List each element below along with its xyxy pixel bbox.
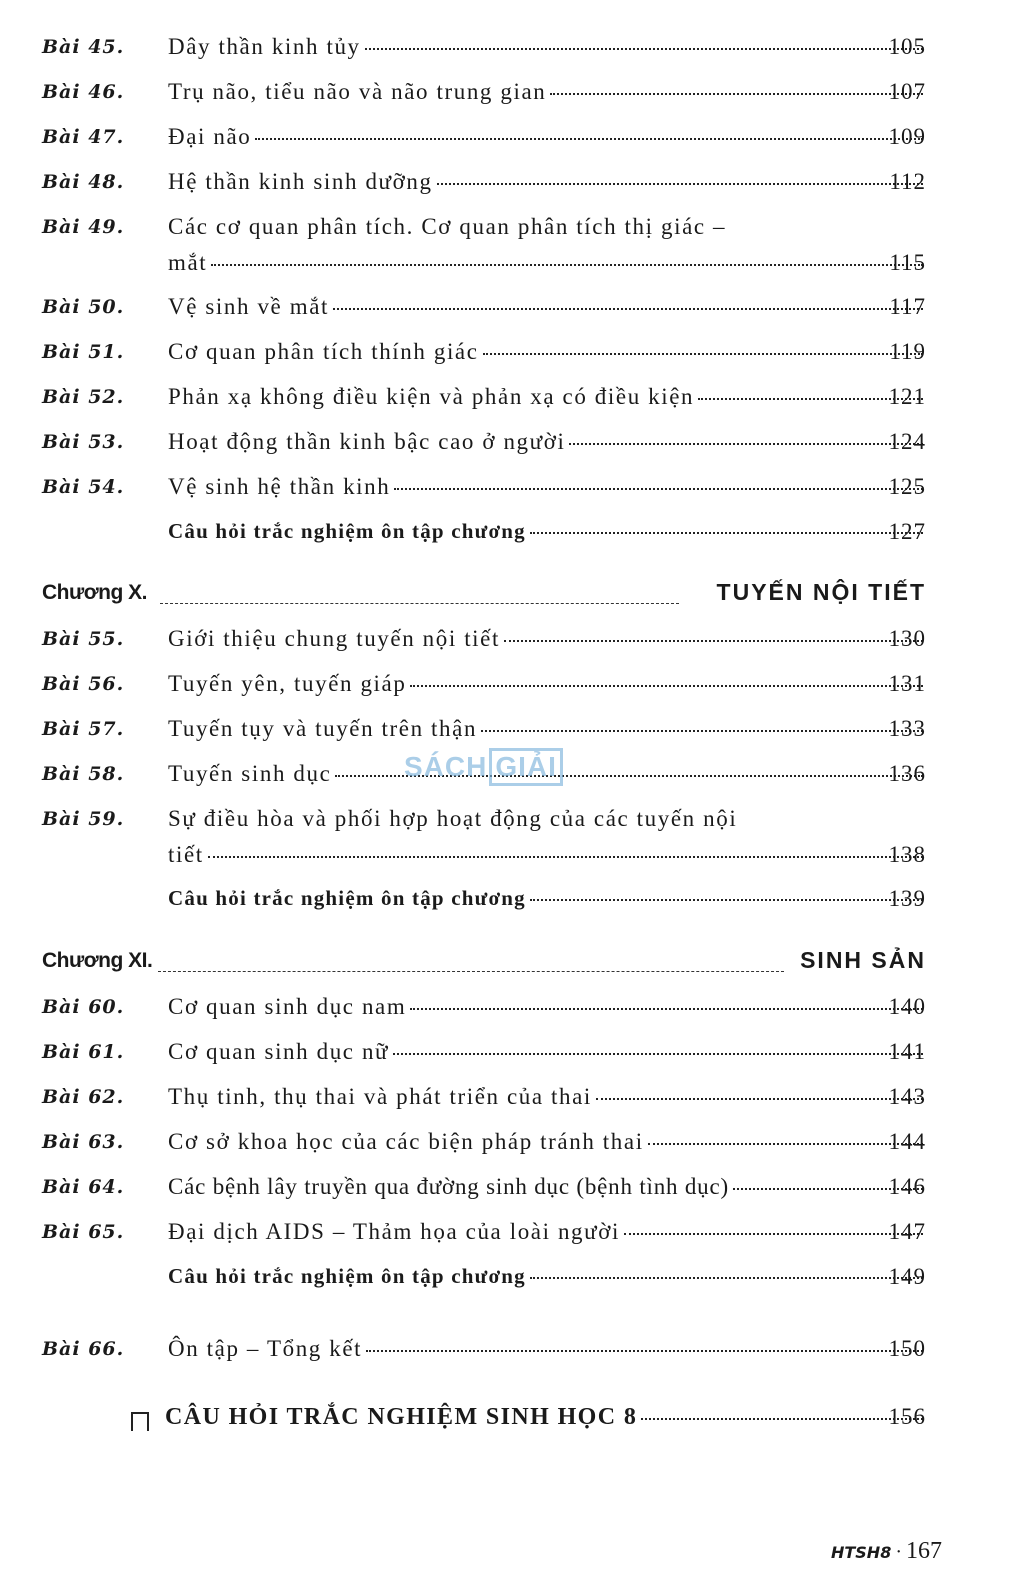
toc-entry[interactable]: [0, 163, 1024, 208]
lesson-number: Bài 62.: [42, 1086, 125, 1108]
book-code: HTSH8: [830, 1543, 892, 1562]
lesson-number: Bài 57.: [42, 718, 125, 740]
chapter-name: TUYẾN NỘI TIẾT: [716, 579, 926, 605]
toc-entry[interactable]: [0, 118, 1024, 163]
quiz-title: Câu hỏi trắc nghiệm ôn tập chương: [168, 1264, 526, 1288]
dot-leader: [410, 685, 923, 687]
page-number: 130: [888, 626, 926, 651]
final-title: CÂU HỎI TRẮC NGHIỆM SINH HỌC 8: [165, 1404, 638, 1430]
lesson-number: Bài 48.: [42, 171, 125, 193]
chapter-heading[interactable]: [0, 573, 1024, 620]
toc-entry[interactable]: [0, 208, 1024, 288]
lesson-title: Tuyến sinh dục: [168, 761, 332, 786]
lesson-title-line1: Các cơ quan phân tích. Cơ quan phân tích thị giác –: [168, 214, 727, 239]
lesson-number: Bài 53.: [42, 431, 125, 453]
page-number: 149: [888, 1264, 926, 1289]
lesson-number: Bài 50.: [42, 296, 125, 318]
dot-leader: [366, 1350, 923, 1352]
page-number: 150: [888, 1336, 926, 1361]
lesson-number: Bài 60.: [42, 996, 125, 1018]
lesson-title: Thụ tinh, thụ thai và phát triển của thai: [168, 1084, 592, 1109]
page-number: 127: [888, 519, 926, 544]
lesson-title: Cơ quan sinh dục nam: [168, 994, 407, 1019]
lesson-title: Hệ thần kinh sinh dưỡng: [168, 169, 433, 194]
dot-leader: [410, 1008, 923, 1010]
dot-leader: [393, 1053, 923, 1055]
lesson-title: Phản xạ không điều kiện và phản xạ có điều kiện: [168, 384, 695, 409]
lesson-title: Ôn tập – Tổng kết: [168, 1336, 363, 1361]
lesson-title: tiết: [168, 842, 204, 867]
dot-leader: [641, 1418, 923, 1420]
page-number: 133: [888, 716, 926, 741]
toc-entry[interactable]: [0, 423, 1024, 468]
lesson-number: Bài 47.: [42, 126, 125, 148]
page-number: 136: [888, 761, 926, 786]
lesson-title: Đại dịch AIDS – Thảm họa của loài người: [168, 1219, 620, 1244]
lesson-number: Bài 63.: [42, 1131, 125, 1153]
toc-section-review: [0, 1330, 1024, 1375]
dot-leader: [365, 48, 923, 50]
toc-entry[interactable]: [0, 1078, 1024, 1123]
lesson-number: Bài 56.: [42, 673, 125, 695]
dot-leader: [208, 856, 923, 858]
page-number: 139: [888, 886, 926, 911]
page-number: 125: [888, 474, 926, 499]
lesson-number: Bài 49.: [42, 216, 125, 238]
lesson-number: Bài 51.: [42, 341, 125, 363]
toc-entry[interactable]: [0, 468, 1024, 513]
toc-entry[interactable]: [0, 665, 1024, 710]
lesson-number: Bài 54.: [42, 476, 125, 498]
dot-leader: [596, 1098, 923, 1100]
page-number: 141: [888, 1039, 926, 1064]
dot-leader: [333, 308, 923, 310]
dot-leader: [481, 730, 923, 732]
page-number: 117: [889, 294, 926, 319]
dot-leader: [530, 1277, 923, 1279]
lesson-number: Bài 45.: [42, 36, 125, 58]
toc-entry[interactable]: [0, 620, 1024, 665]
lesson-title-line1: Sự điều hòa và phối hợp hoạt động của các tuyến nội: [168, 806, 738, 831]
footer-page-number: 167: [906, 1538, 942, 1564]
toc-entry-chapter-quiz[interactable]: [0, 880, 1024, 925]
chapter-label: Chương X.: [42, 581, 147, 604]
page-number: 121: [888, 384, 926, 409]
lesson-title: mắt: [168, 250, 208, 275]
toc-entry-chapter-quiz[interactable]: [0, 1258, 1024, 1303]
toc-entry[interactable]: [0, 73, 1024, 118]
lesson-title: Trụ não, tiểu não và não trung gian: [168, 79, 547, 104]
dot-leader: [550, 93, 923, 95]
lesson-number: Bài 52.: [42, 386, 125, 408]
toc-section-chapter-xi: [0, 941, 1024, 1303]
lesson-number: Bài 58.: [42, 763, 125, 785]
toc-entry[interactable]: [0, 28, 1024, 73]
dot-leader: [483, 353, 923, 355]
chapter-rule: [160, 603, 679, 604]
page-number: 107: [888, 79, 926, 104]
page-number: 115: [889, 250, 926, 275]
lesson-number: Bài 59.: [42, 808, 125, 830]
toc-entry[interactable]: [0, 1123, 1024, 1168]
page-number: 140: [888, 994, 926, 1019]
toc-entry[interactable]: [0, 288, 1024, 333]
dot-leader: [530, 899, 923, 901]
page-number: 109: [888, 124, 926, 149]
dot-leader: [437, 183, 923, 185]
footer-separator: ·: [895, 1541, 902, 1563]
lesson-title: Tuyến tụy và tuyến trên thận: [168, 716, 478, 741]
lesson-number: Bài 65.: [42, 1221, 125, 1243]
dot-leader: [394, 488, 923, 490]
lesson-title: Cơ sở khoa học của các biện pháp tránh thai: [168, 1129, 644, 1154]
page-number: 124: [888, 429, 926, 454]
lesson-number: Bài 55.: [42, 628, 125, 650]
lesson-title: Các bệnh lây truyền qua đường sinh dục (bệnh tình dục): [168, 1174, 729, 1199]
lesson-title: Vệ sinh về mắt: [168, 294, 330, 319]
dot-leader: [569, 443, 923, 445]
toc-entry[interactable]: [0, 1213, 1024, 1258]
page-number: 156: [888, 1404, 926, 1429]
lesson-title: Vệ sinh hệ thần kinh: [168, 474, 391, 499]
quiz-title: Câu hỏi trắc nghiệm ôn tập chương: [168, 886, 526, 910]
dot-leader: [255, 138, 923, 140]
page-number: 112: [889, 169, 926, 194]
lesson-title: Đại não: [168, 124, 252, 149]
lesson-title: Hoạt động thần kinh bậc cao ở người: [168, 429, 566, 454]
chapter-name: SINH SẢN: [800, 947, 926, 973]
page-number: 119: [889, 339, 926, 364]
watermark-logo: [404, 748, 563, 786]
toc-entry[interactable]: [0, 1168, 1024, 1213]
chapter-label: Chương XI.: [42, 949, 153, 972]
watermark-box-text: GIẢI: [489, 748, 563, 786]
page-number: 138: [888, 842, 926, 867]
lesson-title: Cơ quan phân tích thính giác: [168, 339, 479, 364]
chapter-heading[interactable]: [0, 941, 1024, 988]
lesson-title: Giới thiệu chung tuyến nội tiết: [168, 626, 500, 651]
dot-leader: [624, 1233, 923, 1235]
toc-entry[interactable]: [0, 800, 1024, 880]
lesson-number: Bài 66.: [42, 1338, 125, 1360]
lesson-number: Bài 61.: [42, 1041, 125, 1063]
page-number: 147: [888, 1219, 926, 1244]
page-number: 144: [888, 1129, 926, 1154]
toc-entry[interactable]: [0, 333, 1024, 378]
page-number: 143: [888, 1084, 926, 1109]
lesson-number: Bài 64.: [42, 1176, 125, 1198]
dot-leader: [530, 532, 923, 534]
toc-section-nervous: [0, 28, 1024, 558]
page-number: 105: [888, 34, 926, 59]
lesson-title: Cơ quan sinh dục nữ: [168, 1039, 390, 1064]
lesson-title: Tuyến yên, tuyến giáp: [168, 671, 407, 696]
dot-leader: [648, 1143, 923, 1145]
quiz-title: Câu hỏi trắc nghiệm ôn tập chương: [168, 519, 526, 543]
toc-entry[interactable]: [0, 378, 1024, 423]
toc-entry[interactable]: [0, 1033, 1024, 1078]
page-number: 146: [888, 1174, 926, 1199]
watermark-text: SÁCH: [404, 751, 488, 782]
chapter-rule: [158, 971, 784, 972]
dot-leader: [504, 640, 923, 642]
toc-entry[interactable]: [0, 988, 1024, 1033]
toc-entry-chapter-quiz[interactable]: [0, 513, 1024, 558]
lesson-title: Dây thần kinh tủy: [168, 34, 361, 59]
bullet-box-icon: [131, 1412, 149, 1431]
toc-entry[interactable]: [0, 1330, 1024, 1375]
lesson-number: Bài 46.: [42, 81, 125, 103]
dot-leader: [211, 264, 923, 266]
page-number: 131: [888, 671, 926, 696]
page-footer: [831, 1538, 942, 1565]
toc-entry-final-quiz[interactable]: [0, 1400, 1024, 1444]
